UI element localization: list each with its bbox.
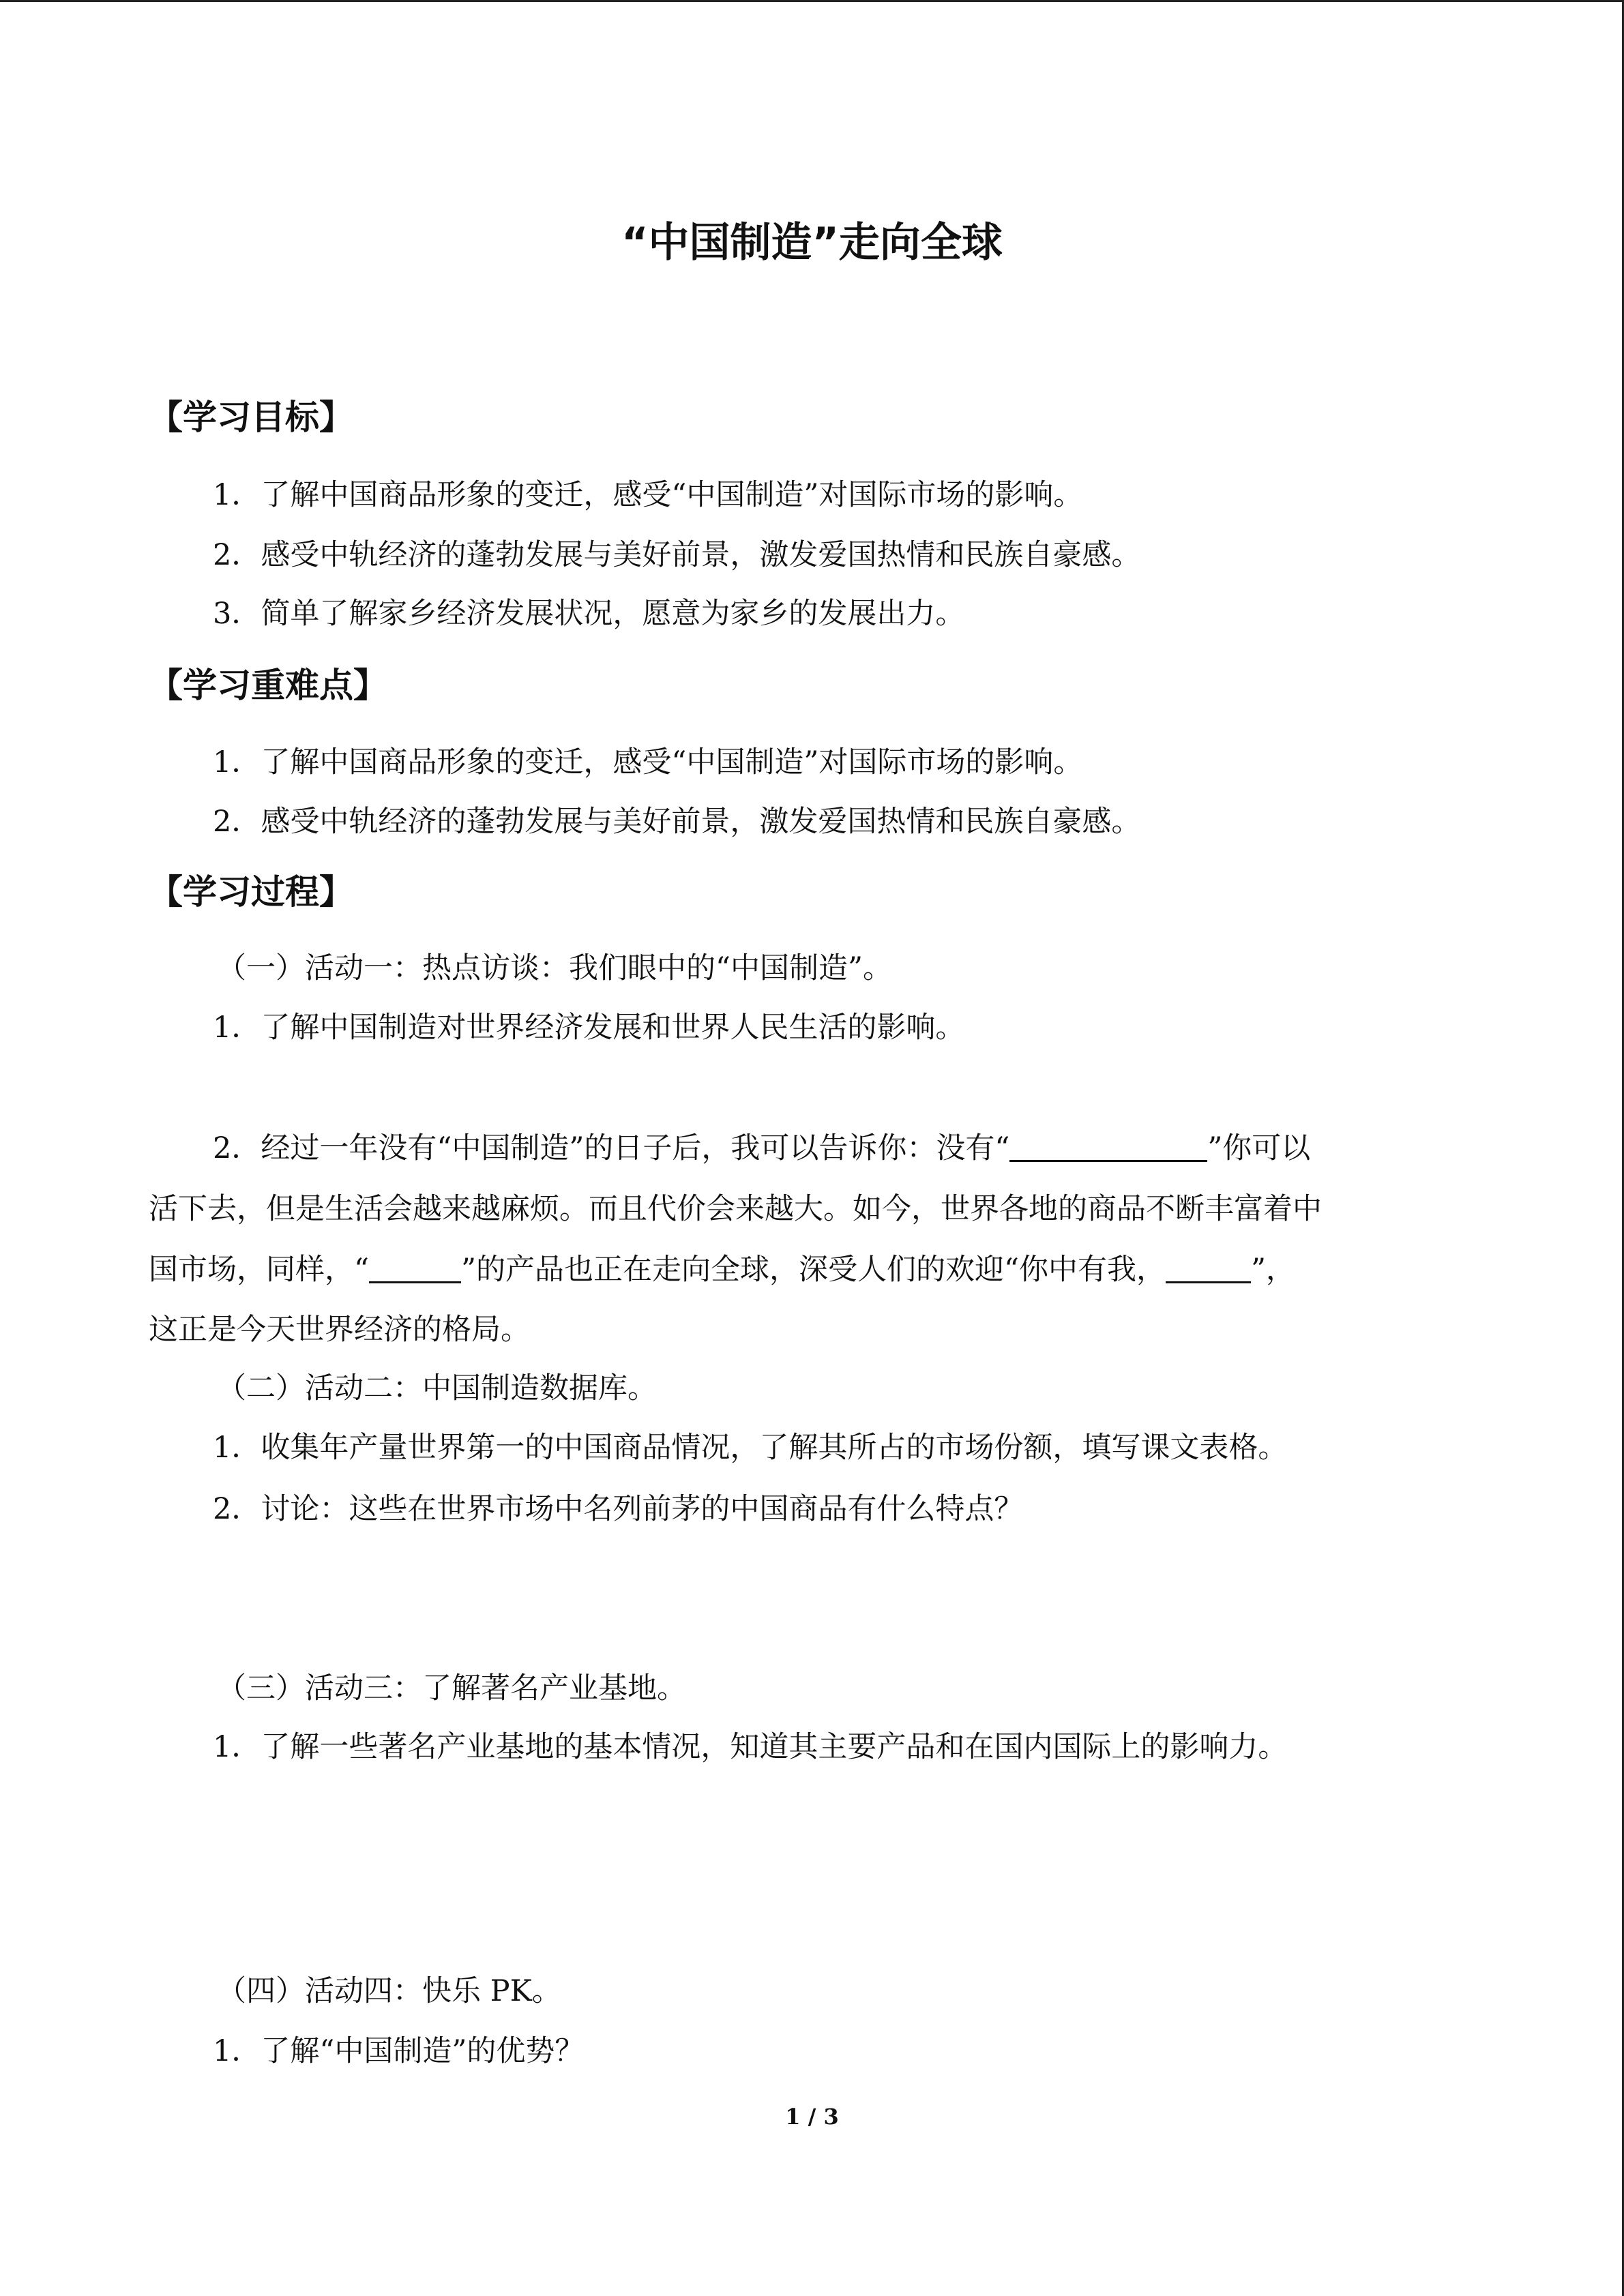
- activity1-item-1: 1．了解中国制造对世界经济发展和世界人民生活的影响。: [213, 1011, 965, 1045]
- heading-learning-goals: 【学习目标】: [149, 398, 353, 437]
- activity1-item-2-line3: [149, 1249, 1295, 1290]
- heading-learning-process: 【学习过程】: [149, 872, 353, 912]
- activity1-title: （一）活动一：热点访谈：我们眼中的“中国制造”。: [217, 951, 892, 985]
- activity1-item-2-line3-text-a: 国市场，同样，“: [149, 1253, 369, 1287]
- activity1-item-2-line4: 这正是今天世界经济的格局。: [149, 1313, 530, 1347]
- activity3-item-1: 1．了解一些著名产业基地的基本情况，知道其主要产品和在国内国际上的影响力。: [213, 1730, 1288, 1764]
- document-title: “中国制造”走向全球: [621, 219, 1003, 267]
- goal-item-1: 1．了解中国商品形象的变迁，感受“中国制造”对国际市场的影响。: [213, 478, 1083, 512]
- activity1-item-2-line2: 活下去，但是生活会越来越麻烦。而且代价会来越大。如今，世界各地的商品不断丰富着中: [149, 1192, 1322, 1226]
- activity1-item-2-text-a: 2．经过一年没有“中国制造”的日子后，我可以告诉你：没有“: [213, 1131, 1010, 1165]
- activity1-item-2-line3-text-c: ”，: [1250, 1253, 1295, 1287]
- activity2-item-1: 1．收集年产量世界第一的中国商品情况，了解其所占的市场份额，填写课文表格。: [213, 1431, 1288, 1465]
- key-item-2: 2．感受中轨经济的蓬勃发展与美好前景，激发爱国热情和民族自豪感。: [213, 805, 1141, 839]
- fill-blank-3[interactable]: [1166, 1251, 1251, 1283]
- page-border-top: [0, 0, 1624, 2]
- activity2-title: （二）活动二：中国制造数据库。: [217, 1371, 657, 1405]
- activity4-item-1: 1．了解“中国制造”的优势？: [213, 2034, 585, 2068]
- page-number: 1 / 3: [785, 2104, 839, 2130]
- heading-key-points: 【学习重难点】: [149, 666, 387, 705]
- activity1-item-2-line1: [213, 1128, 1310, 1169]
- activity3-title: （三）活动三：了解著名产业基地。: [217, 1671, 686, 1705]
- activity4-title: （四）活动四：快乐 PK。: [217, 1974, 561, 2008]
- activity1-item-2-line3-text-b: ”的产品也正在走向全球，深受人们的欢迎“你中有我，: [460, 1253, 1166, 1287]
- activity2-item-2: 2．讨论：这些在世界市场中名列前茅的中国商品有什么特点？: [213, 1492, 1024, 1526]
- goal-item-3: 3．简单了解家乡经济发展状况，愿意为家乡的发展出力。: [213, 597, 965, 631]
- fill-blank-2[interactable]: [369, 1251, 461, 1283]
- goal-item-2: 2．感受中轨经济的蓬勃发展与美好前景，激发爱国热情和民族自豪感。: [213, 538, 1141, 572]
- activity1-item-2-text-b: ”你可以: [1207, 1131, 1311, 1165]
- fill-blank-1[interactable]: [1009, 1130, 1207, 1162]
- key-item-1: 1．了解中国商品形象的变迁，感受“中国制造”对国际市场的影响。: [213, 745, 1083, 779]
